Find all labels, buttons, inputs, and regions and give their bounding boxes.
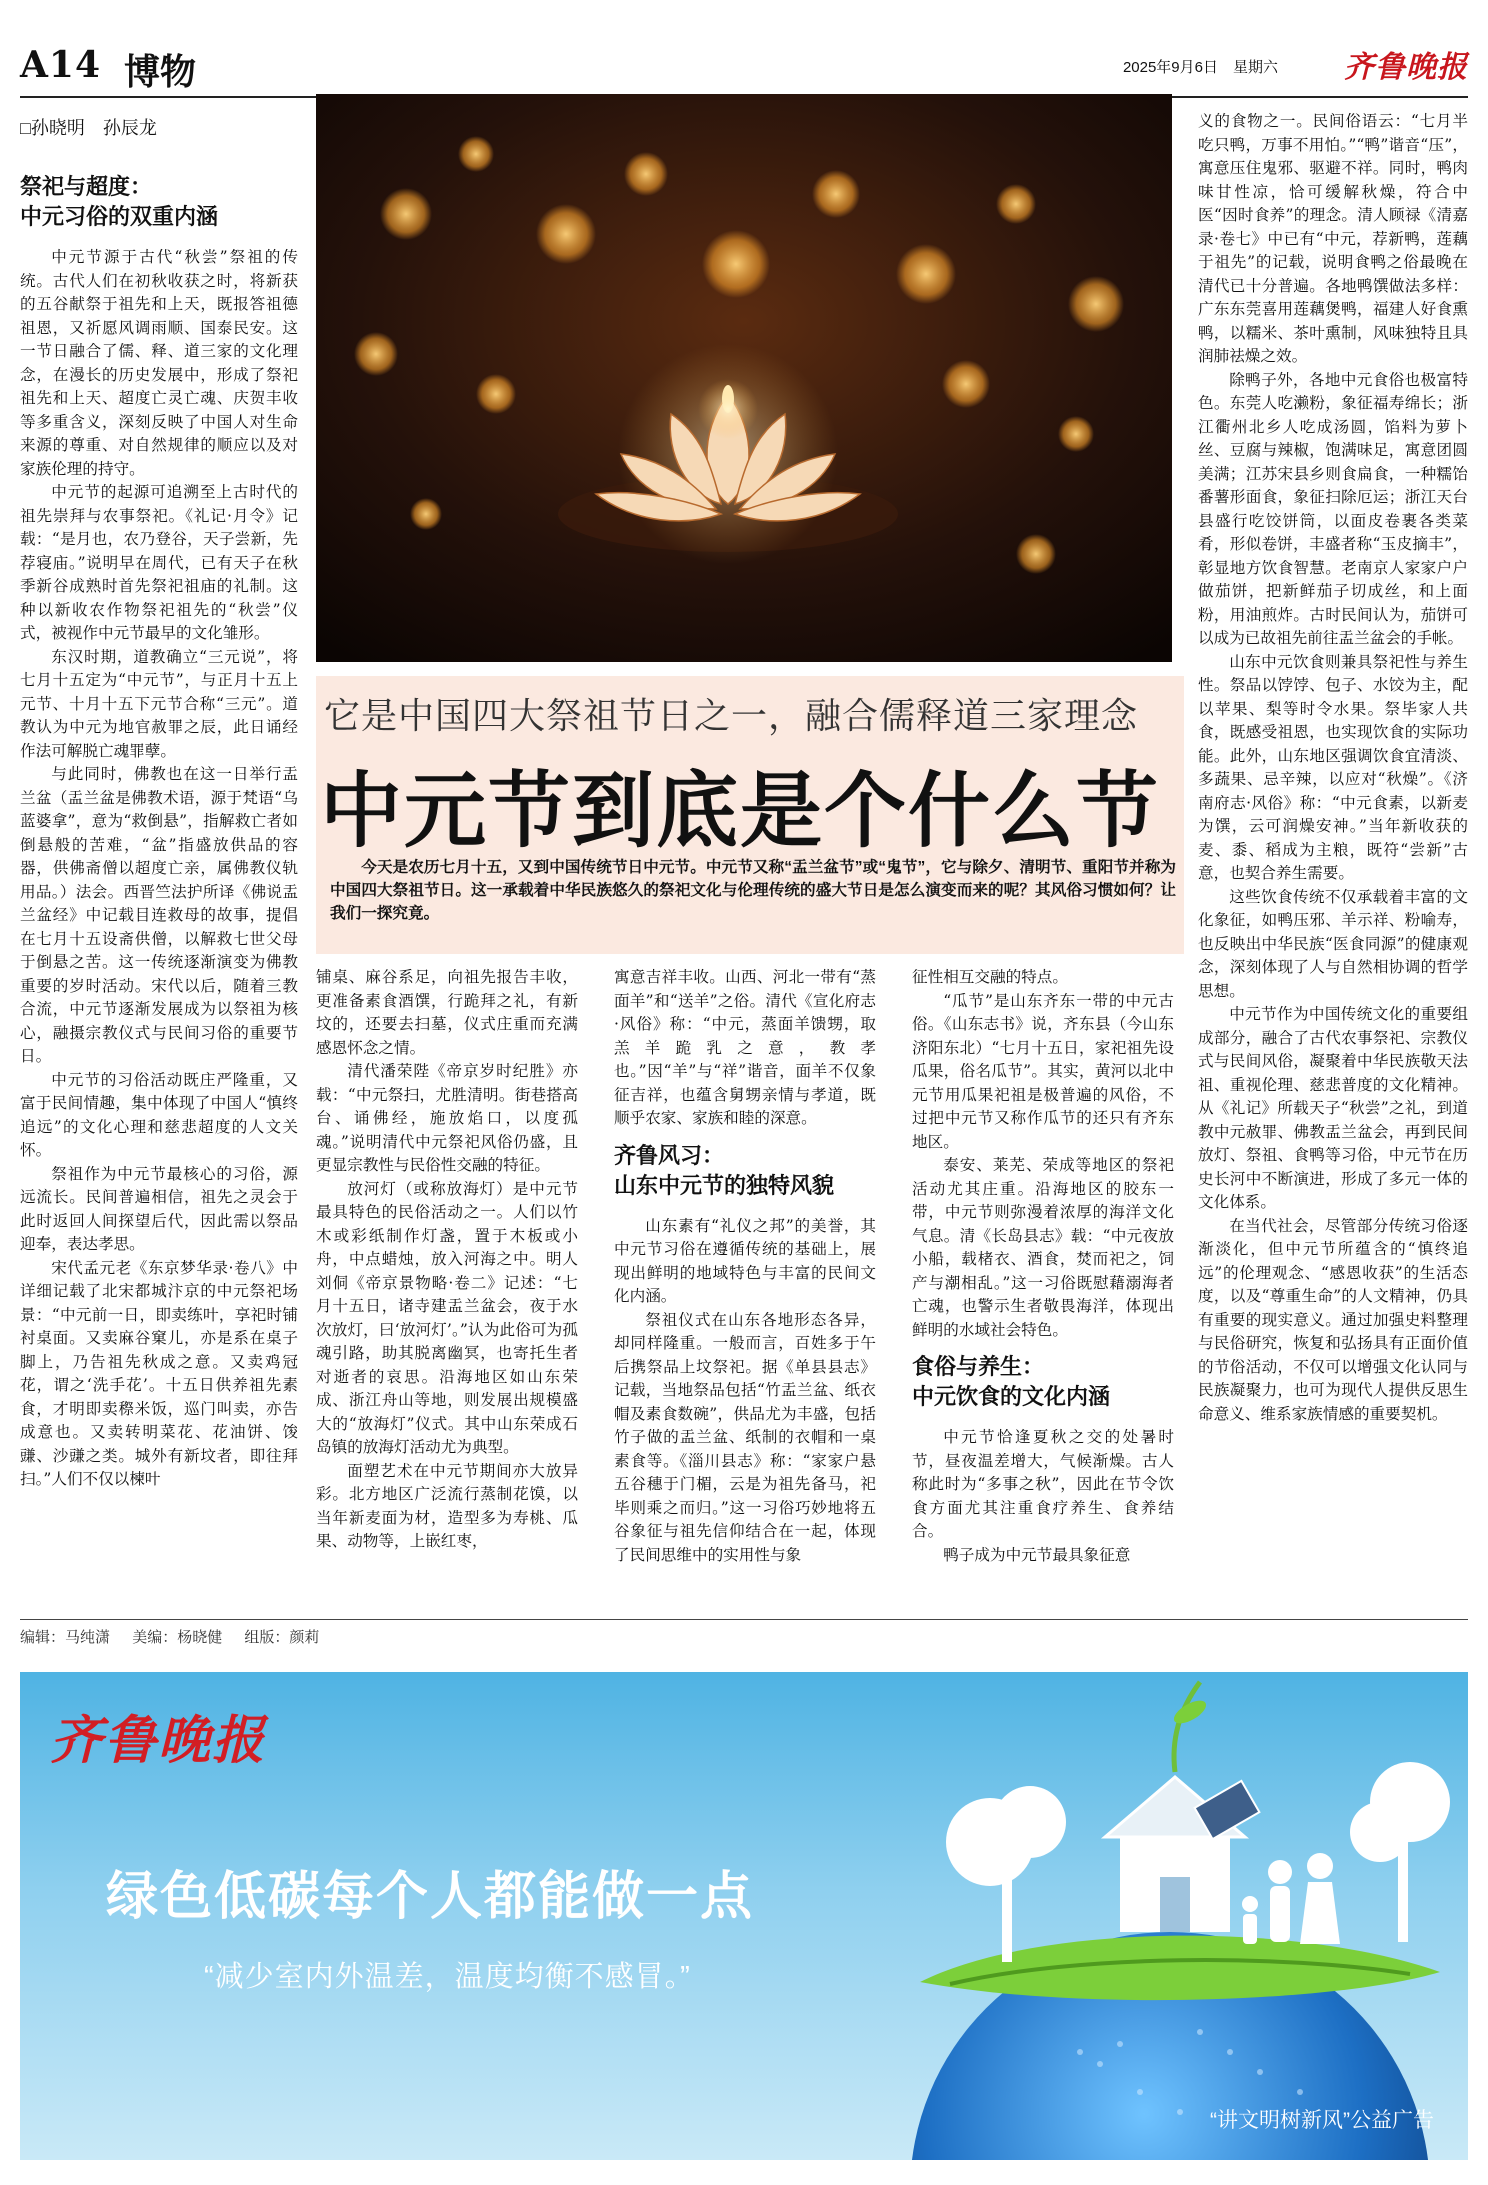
paragraph: 这些饮食传统不仅承载着丰富的文化象征，如鸭压邪、羊示祥、粉喻寿，也反映出中华民族“医食同源”的健康观念，深刻体现了人与自然相协调的哲学思想。 — [1198, 887, 1468, 1000]
public-service-ad — [20, 1672, 1468, 2160]
article-column-4 — [912, 966, 1174, 1612]
subhead-shandong: 齐鲁风习： 山东中元节的独特风貌 — [614, 1142, 835, 1198]
article-column-1 — [20, 172, 298, 1612]
ad-logo: 齐鲁晚报 — [50, 1710, 267, 1771]
byline: □孙晓明 孙辰龙 — [20, 118, 157, 138]
paragraph: 中元节作为中国传统文化的重要组成部分，融合了古代农事祭祀、宗教仪式与民间风俗，凝聚着中华民族敬天法祖、重视伦理、慈悲普度的文化精神。从《礼记》所载天子“秋尝”之礼，到道教中元赦罪、佛教盂兰盆会，再到民间放灯、祭祖、食鸭等习俗，中元节在历史长河中不断演进，形成了多元一体的文化体系。 — [1198, 1005, 1468, 1211]
paragraph: 宋代孟元老《东京梦华录·卷八》中详细记载了北宋都城汴京的中元祭祀场景：“中元前一日，即卖练叶，享祀时铺衬桌面。又卖麻谷窠儿，亦是系在桌子脚上，乃告祖先秋成之意。又卖鸡冠花，谓之‘洗手花’。十五日供养祖先素食，才明即卖穄米饭，巡门叫卖，亦告成意也。又卖转明菜花、花油饼、馂豏、沙豏之类。城外有新坟者，即往拜扫。”人们不仅以楝叶 — [20, 1258, 298, 1488]
paragraph: “瓜节”是山东齐东一带的中元古俗。《山东志书》说，齐东县（今山东济阳东北）“七月十五日，家祀祖先设瓜果，俗名瓜节”。其实，黄河以北中元节用瓜果祀祖是极普遍的风俗，不过把中元节又称作瓜节的还只有齐东地区。 — [912, 991, 1174, 1151]
paragraph: 义的食物之一。民间俗语云：“七月半吃只鸭，万事不用怕。”“鸭”谐音“压”，寓意压住鬼邪、驱避不祥。同时，鸭肉味甘性凉，恰可缓解秋燥，符合中医“因时食养”的理念。清人顾禄《清嘉录·卷七》中已有“中元，荐新鸭，莲藕于祖先”的记载，说明食鸭之俗最晚在清代已十分普遍。各地鸭馔做法多样：广东东莞喜用莲藕煲鸭，福建人好食熏鸭，以糯米、茶叶熏制，风味独特且具润肺祛燥之效。 — [1198, 112, 1468, 365]
paragraph: 泰安、莱芜、荣成等地区的祭祀活动尤其庄重。沿海地区的胶东一带，中元节则弥漫着浓厚的海洋文化气息。清《长岛县志》载：“中元夜放小船，载楮衣、酒食，焚而祀之，饲产与潮相乱。”这一习俗既慰藉溺海者亡魂，也警示生者敬畏海洋，体现出鲜明的水域社会特色。 — [912, 1156, 1174, 1339]
article-column-3 — [614, 966, 876, 1612]
paragraph: 山东素有“礼仪之邦”的美誉，其中元节习俗在遵循传统的基础上，展现出鲜明的地域特色与丰富的民间文化内涵。 — [614, 1216, 876, 1305]
article-column-2 — [316, 966, 578, 1612]
paragraph: 东汉时期，道教确立“三元说”，将七月十五定为“中元节”，与正月十五上元节、十月十五下元节合称“三元”。道教认为中元为地官赦罪之辰，此日诵经作法可解脱亡魂罪孽。 — [20, 647, 298, 760]
paragraph: 征性相互交融的特点。 — [912, 968, 1068, 986]
paragraph: 中元节源于古代“秋尝”祭祖的传统。古代人们在初秋收获之时，将新获的五谷献祭于祖先和上天，既报答祖德祖恩，又祈愿风调雨顺、国泰民安。这一节日融合了儒、释、道三家的文化理念，在漫长的历史发展中，形成了祭祀祖先和上天、超度亡灵亡魂、庆贺丰收等多重含义，深刻反映了中国人对生命来源的尊重、对自然规律的顺应以及对家族伦理的持守。 — [20, 248, 298, 478]
masthead — [20, 40, 1468, 98]
newspaper-logo: 齐鲁晚报 — [1344, 50, 1468, 85]
credits — [20, 1626, 337, 1647]
paragraph: 除鸭子外，各地中元食俗也极富特色。东莞人吃濑粉，象征福寿绵长；浙江衢州北乡人吃成汤圆，馅料为萝卜丝、豆腐与辣椒，饱满味足，寓意团圆美满；江苏宋县乡则食扁食，一种糯饴番薯形面食，象征扫除厄运；浙江天台县盛行吃饺饼筒，以面皮卷裹各类菜肴，形似卷饼，丰盛者称“玉皮摘丰”，彰显地方饮食智慧。老南京人家家户户做茄饼，把新鲜茄子切成丝，和上面粉，用油煎炸。古时民间认为，茄饼可以成为已故祖先前往盂兰盆会的手帐。 — [1198, 370, 1468, 647]
article-column-5 — [1198, 110, 1468, 1612]
paragraph: 中元节恰逢夏秋之交的处暑时节，昼夜温差增大，气候渐燥。古人称此时为“多事之秋”，因此在节令饮食方面尤其注重食疗养生、食养结合。 — [912, 1428, 1174, 1540]
credits-divider — [20, 1619, 1468, 1620]
issue-weekday: 星期六 — [1232, 59, 1278, 76]
ad-tip: “减少室内外温差，温度均衡不感冒。” — [204, 1961, 691, 1993]
sprout-icon — [1174, 1682, 1200, 1772]
paragraph: 祭祖作为中元节最核心的习俗，源远流长。民间普遍相信，祖先之灵会于此时返回人间探望后代，因此需以祭品迎奉，表达孝思。 — [20, 1164, 298, 1253]
house-icon — [1105, 1777, 1259, 1932]
paragraph: 放河灯（或称放海灯）是中元节最具特色的民俗活动之一。人们以竹木或彩纸制作灯盏，置于木板或小舟，中点蜡烛，放入河海之中。明人刘侗《帝京景物略·卷二》记述：“七月十五日，诸寺建盂兰盆会，夜于水次放灯，曰‘放河灯’。”认为此俗可为孤魂引路，助其脱离幽冥，也寄托生者对逝者的哀思。沿海地区如山东荣成、浙江舟山等地，则发展出规模盛大的“放海灯”仪式。其中山东荣成石岛镇的放海灯活动尤为典型。 — [316, 1179, 578, 1456]
green-earth-house-illustration — [780, 1672, 1468, 2160]
headline-title: 中元节到底是个什么节 — [320, 763, 1161, 859]
headline-panel — [316, 676, 1184, 954]
paragraph: 面塑艺术在中元节期间亦大放异彩。北方地区广泛流行蒸制花馍，以当年新麦面为材，造型多为寿桃、瓜果、动物等，上嵌红枣， — [316, 1461, 578, 1550]
paragraph: 与此同时，佛教也在这一日举行盂兰盆（盂兰盆是佛教术语，源于梵语“乌蓝婆拿”，意为“救倒悬”，指解救亡者如倒悬般的苦难，“盆”指盛放供品的容器，供佛斋僧以超度亡亲，属佛教仪轨用品。）法会。西晋竺法护所译《佛说盂兰盆经》中记载目连救母的故事，提倡在七月十五设斋供僧，以解救七世父母于倒悬之苦。这一传统逐渐演变为佛教重要的岁时活动。宋代以后，随着三教合流，中元节逐渐发展成为以祭祖为核心，融摄宗教仪式与民间习俗的重要节日。 — [20, 765, 298, 1065]
lotus-lantern-image — [316, 94, 1172, 662]
headline-lead: 今天是农历七月十五，又到中国传统节日中元节。中元节又称“盂兰盆节”或“鬼节”，它与除夕、清明节、重阳节并称为中国四大祭祖节日。这一承载着中华民族悠久的祭祀文化与伦理传统的盛大节日是怎么演变而来的呢？其风俗习惯如何？让我们一探究竟。 — [330, 859, 1176, 922]
paragraph: 鸭子成为中元节最具象征意 — [943, 1545, 1131, 1564]
paragraph: 山东中元饮食则兼具祭祀性与养生性。祭品以饽饽、包子、水饺为主，配以苹果、梨等时令水果。祭毕家人共食，既感受祖恩，也实现饮食的实际功能。此外，山东地区强调饮食宜清淡、多蔬果、忌辛辣，以应对“秋燥”。《济南府志·风俗》称：“中元食素，以新麦为馔，云可润燥安神。”当年新收获的麦、黍、稻成为主粮，既符“尝新”古意，也契合养生需要。 — [1198, 652, 1468, 882]
ad-footer: “讲文明树新风”公益广告 — [1210, 2109, 1434, 2132]
credit-editor: 编辑：马纯潇 — [20, 1629, 111, 1646]
paragraph: 寓意吉祥丰收。山西、河北一带有“蒸面羊”和“送羊”之俗。清代《宣化府志·风俗》称：“中元，蒸面羊馈甥，取羔羊跪乳之意，教孝也。”因“羊”与“祥”谐音，面羊不仅象征吉祥，也蕴含舅甥亲情与孝道，既顺乎农家、家族和睦的深意。 — [614, 968, 876, 1127]
page-number: A14 — [20, 44, 102, 86]
credit-designer: 美编：杨晓健 — [132, 1629, 223, 1646]
issue-date: 2025年9月6日 — [1122, 59, 1218, 76]
paragraph: 在当代社会，尽管部分传统习俗逐渐淡化，但中元节所蕴含的“慎终追远”的伦理观念、“感恩收获”的生活态度，以及“尊重生命”的人文精神，仍具有重要的现实意义。通过加强史料整理与民俗研究，恢复和弘扬具有正面价值的节俗活动，不仅可以增强文化认同与民族凝聚力，也可为现代人提供反思生命意义、维系家族情感的重要契机。 — [1198, 1216, 1468, 1423]
paragraph: 中元节的起源可追溯至上古时代的祖先崇拜与农事祭祀。《礼记·月令》记载：“是月也，农乃登谷，天子尝新，先荐寝庙。”说明早在周代，已有天子在秋季新谷成熟时首先祭祀祖庙的礼制。这种以新收农作物祭祀祖先的“秋尝”仪式，被视作中元节最早的文化雏形。 — [20, 483, 298, 642]
family-icon — [1242, 1853, 1340, 1944]
section-name: 博物 — [124, 51, 197, 93]
subhead-rites: 祭祀与超度： 中元习俗的双重内涵 — [20, 174, 219, 229]
credit-layout: 组版：颜莉 — [244, 1629, 320, 1646]
ad-slogan: 绿色低碳每个人都能做一点 — [106, 1868, 755, 1926]
subhead-food: 食俗与养生： 中元饮食的文化内涵 — [912, 1354, 1111, 1409]
headline-kicker: 它是中国四大祭祖节日之一，融合儒释道三家理念 — [324, 695, 1139, 736]
paragraph: 中元节的习俗活动既庄严隆重，又富于民间情趣，集中体现了中国人“慎终追远”的文化心理和慈悲超度的人文关怀。 — [20, 1070, 298, 1159]
paragraph: 祭祖仪式在山东各地形态各异，却同样隆重。一般而言，百姓多于午后携祭品上坟祭祀。据《单县县志》记载，当地祭品包括“竹盂兰盆、纸衣帽及素食数碗”，供品尤为丰盛，包括竹子做的盂兰盆、纸制的衣帽和一桌素食等。《淄川县志》称：“家家户悬五谷穗于门楣，云是为祖先备马，祀毕则乘之而归。”这一习俗巧妙地将五谷象征与祖先信仰结合在一起，体现了民间思维中的实用性与象 — [614, 1310, 876, 1564]
paragraph: 清代潘荣陛《帝京岁时纪胜》亦载：“中元祭扫，尤胜清明。街巷搭高台、诵佛经，施放焰口，以度孤魂。”说明清代中元祭祀风俗仍盛，且更显宗教性与民俗性交融的特征。 — [316, 1062, 578, 1174]
paragraph: 铺桌、麻谷系足，向祖先报告丰收，更准备素食酒馔，行跪拜之礼，有新坟的，还要去扫墓，仪式庄重而充满感恩怀念之情。 — [316, 968, 578, 1057]
lotus-lantern-photo — [316, 94, 1172, 662]
